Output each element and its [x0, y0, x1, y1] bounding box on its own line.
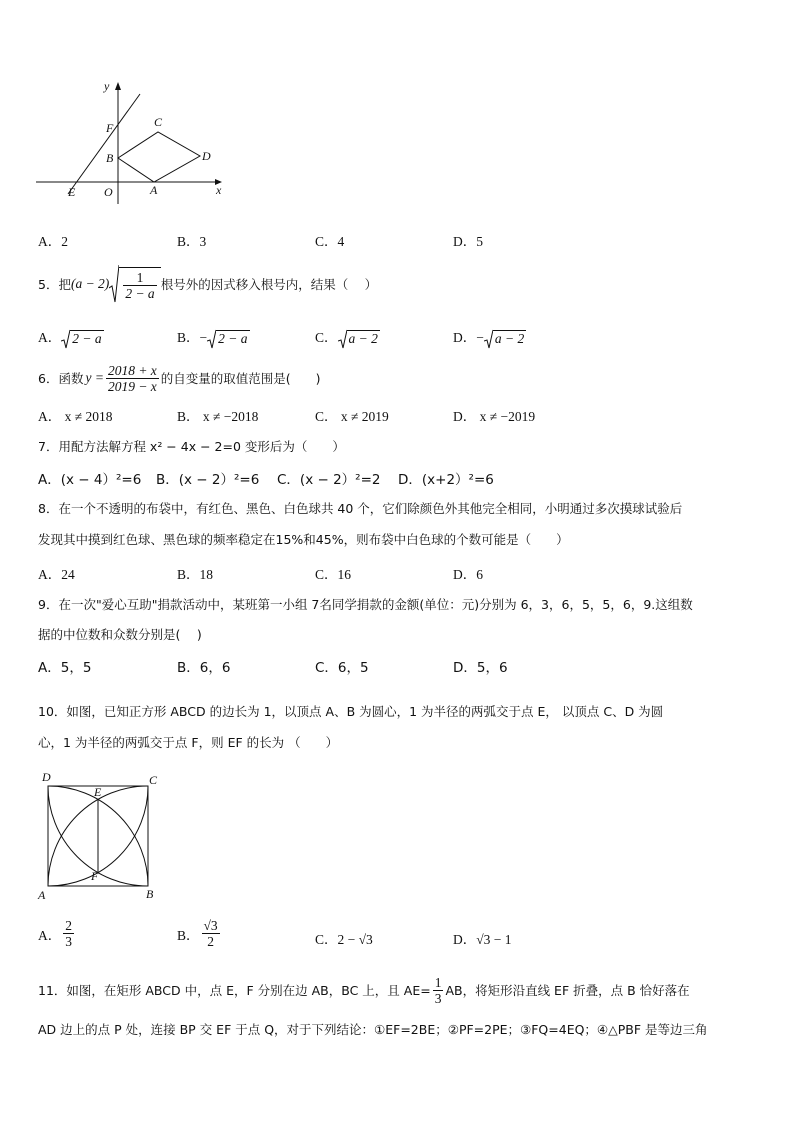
q5-radical	[109, 264, 160, 304]
label-E: E	[68, 185, 76, 199]
label-x: x	[216, 183, 222, 197]
q10-option-a: A． $\frac{2}{3}$	[38, 918, 72, 949]
label-A: A	[150, 183, 158, 197]
fig10-label-E: E	[94, 785, 102, 799]
q6-lhs: y =	[85, 370, 104, 385]
q11-line1	[38, 970, 690, 1010]
fig10-label-C: C	[149, 773, 158, 787]
q9-line2: 据的中位数和众数分别是( )	[38, 627, 202, 642]
q10-option-c: C．2 − √3	[315, 932, 373, 947]
label-F: F	[106, 121, 114, 135]
q10-line2: 心，1 为半径的两弧交于点 F，则 EF 的长为 （ ）	[38, 735, 339, 750]
q8-option-b: B．18	[177, 567, 214, 582]
q8-option-a: A．24	[38, 567, 75, 582]
q11-suffix: AB，将矩形沿直线 EF 折叠，点 B 恰好落在	[445, 983, 690, 998]
q5-option-b: B．− 2 − a	[177, 330, 248, 347]
fig10-label-F: F	[91, 869, 99, 883]
q11-num: 1	[434, 974, 442, 990]
label-D: D	[202, 149, 211, 163]
label-B: B	[106, 151, 114, 165]
q6-option-d: D． x ≠ −2019	[453, 409, 536, 424]
q8-line2: 发现其中摸到红色球、黑色球的频率稳定在15%和45%，则布袋中白色球的个数可能是（ ）	[38, 532, 569, 547]
q10-option-d: D．√3 − 1	[453, 932, 512, 947]
q5-option-c: C． a − 2	[315, 330, 378, 347]
y-axis-arrow	[115, 82, 121, 90]
q6-stem	[38, 358, 321, 398]
q5-frac-den: 2 − a	[125, 286, 155, 301]
q7-option-d: D．(x+2）²=6	[398, 472, 494, 488]
square-figure	[34, 768, 164, 902]
q6-den: 2019 − x	[107, 378, 157, 394]
q4-option-a: A．2	[38, 234, 68, 249]
q9-option-d: D．5，6	[453, 660, 508, 676]
label-y: y	[104, 79, 110, 93]
q5-expr: (a − 2)	[70, 276, 110, 291]
q11-prefix: 11．如图，在矩形 ABCD 中，点 E，F 分别在边 AB，BC 上，且 AE=	[38, 983, 431, 998]
q9-option-a: A．5，5	[38, 660, 92, 676]
q6-option-a: A． x ≠ 2018	[38, 409, 113, 424]
q6-option-b: B． x ≠ −2018	[177, 409, 259, 424]
q7-stem: 7．用配方法解方程 x² − 4x − 2=0 变形后为（ ）	[38, 439, 345, 454]
q11-line2: AD 边上的点 P 处，连接 BP 交 EF 于点 Q，对于下列结论：①EF=2BE；②PF=2PE；③FQ=4EQ；④△PBF 是等边三角	[38, 1022, 708, 1037]
rhombus-ABCD	[118, 132, 200, 182]
label-O: O	[104, 185, 113, 199]
q5-option-d: D．− a − 2	[453, 330, 525, 347]
q7-option-b: B．(x − 2）²=6	[156, 472, 260, 488]
q4-option-d: D．5	[453, 234, 483, 249]
coordinate-figure	[30, 74, 230, 204]
q7-option-c: C．(x − 2）²=2	[277, 472, 381, 488]
q11-den: 3	[434, 990, 442, 1006]
q10-line1: 10．如图，已知正方形 ABCD 的边长为 1，以顶点 A、B 为圆心，1 为半径的两弧交于点 E， 以顶点 C、D 为圆	[38, 704, 664, 719]
q8-option-c: C．16	[315, 567, 352, 582]
q7-option-a: A．(x − 4）²=6	[38, 472, 142, 488]
q5-stem	[38, 262, 377, 306]
q6-option-c: C． x ≠ 2019	[315, 409, 389, 424]
label-C: C	[154, 115, 163, 129]
q9-line1: 9．在一次"爱心互助"捐款活动中，某班第一小组 7名同学捐款的金额(单位：元)分别为 6，3，6，5，5，6，9.这组数	[38, 597, 693, 612]
q9-option-b: B．6，6	[177, 660, 231, 676]
q10-option-b: B． $\frac{√3}{2}$	[177, 918, 218, 949]
q8-line1: 8．在一个不透明的布袋中，有红色、黑色、白色球共 40 个，它们除颜色外其他完全相同，小明通过多次摸球试验后	[38, 501, 683, 516]
q6-prefix: 6．函数	[38, 371, 84, 386]
fig10-label-A: A	[38, 888, 46, 902]
q6-suffix: 的自变量的取值范围是( )	[160, 371, 321, 386]
q5-option-a: A． 2 − a	[38, 330, 102, 347]
q5-frac-num: 1	[123, 270, 156, 286]
line-EF	[68, 94, 140, 194]
q5-prefix: 5．把	[38, 277, 71, 292]
fig10-label-B: B	[146, 887, 154, 901]
q4-option-c: C．4	[315, 234, 345, 249]
q6-num: 2018 + x	[107, 362, 157, 378]
q9-option-c: C．6，5	[315, 660, 369, 676]
fig10-label-D: D	[42, 770, 51, 784]
q5-suffix: 根号外的因式移入根号内，结果（ ）	[160, 277, 378, 292]
q4-option-b: B．3	[177, 234, 207, 249]
q8-option-d: D．6	[453, 567, 483, 582]
